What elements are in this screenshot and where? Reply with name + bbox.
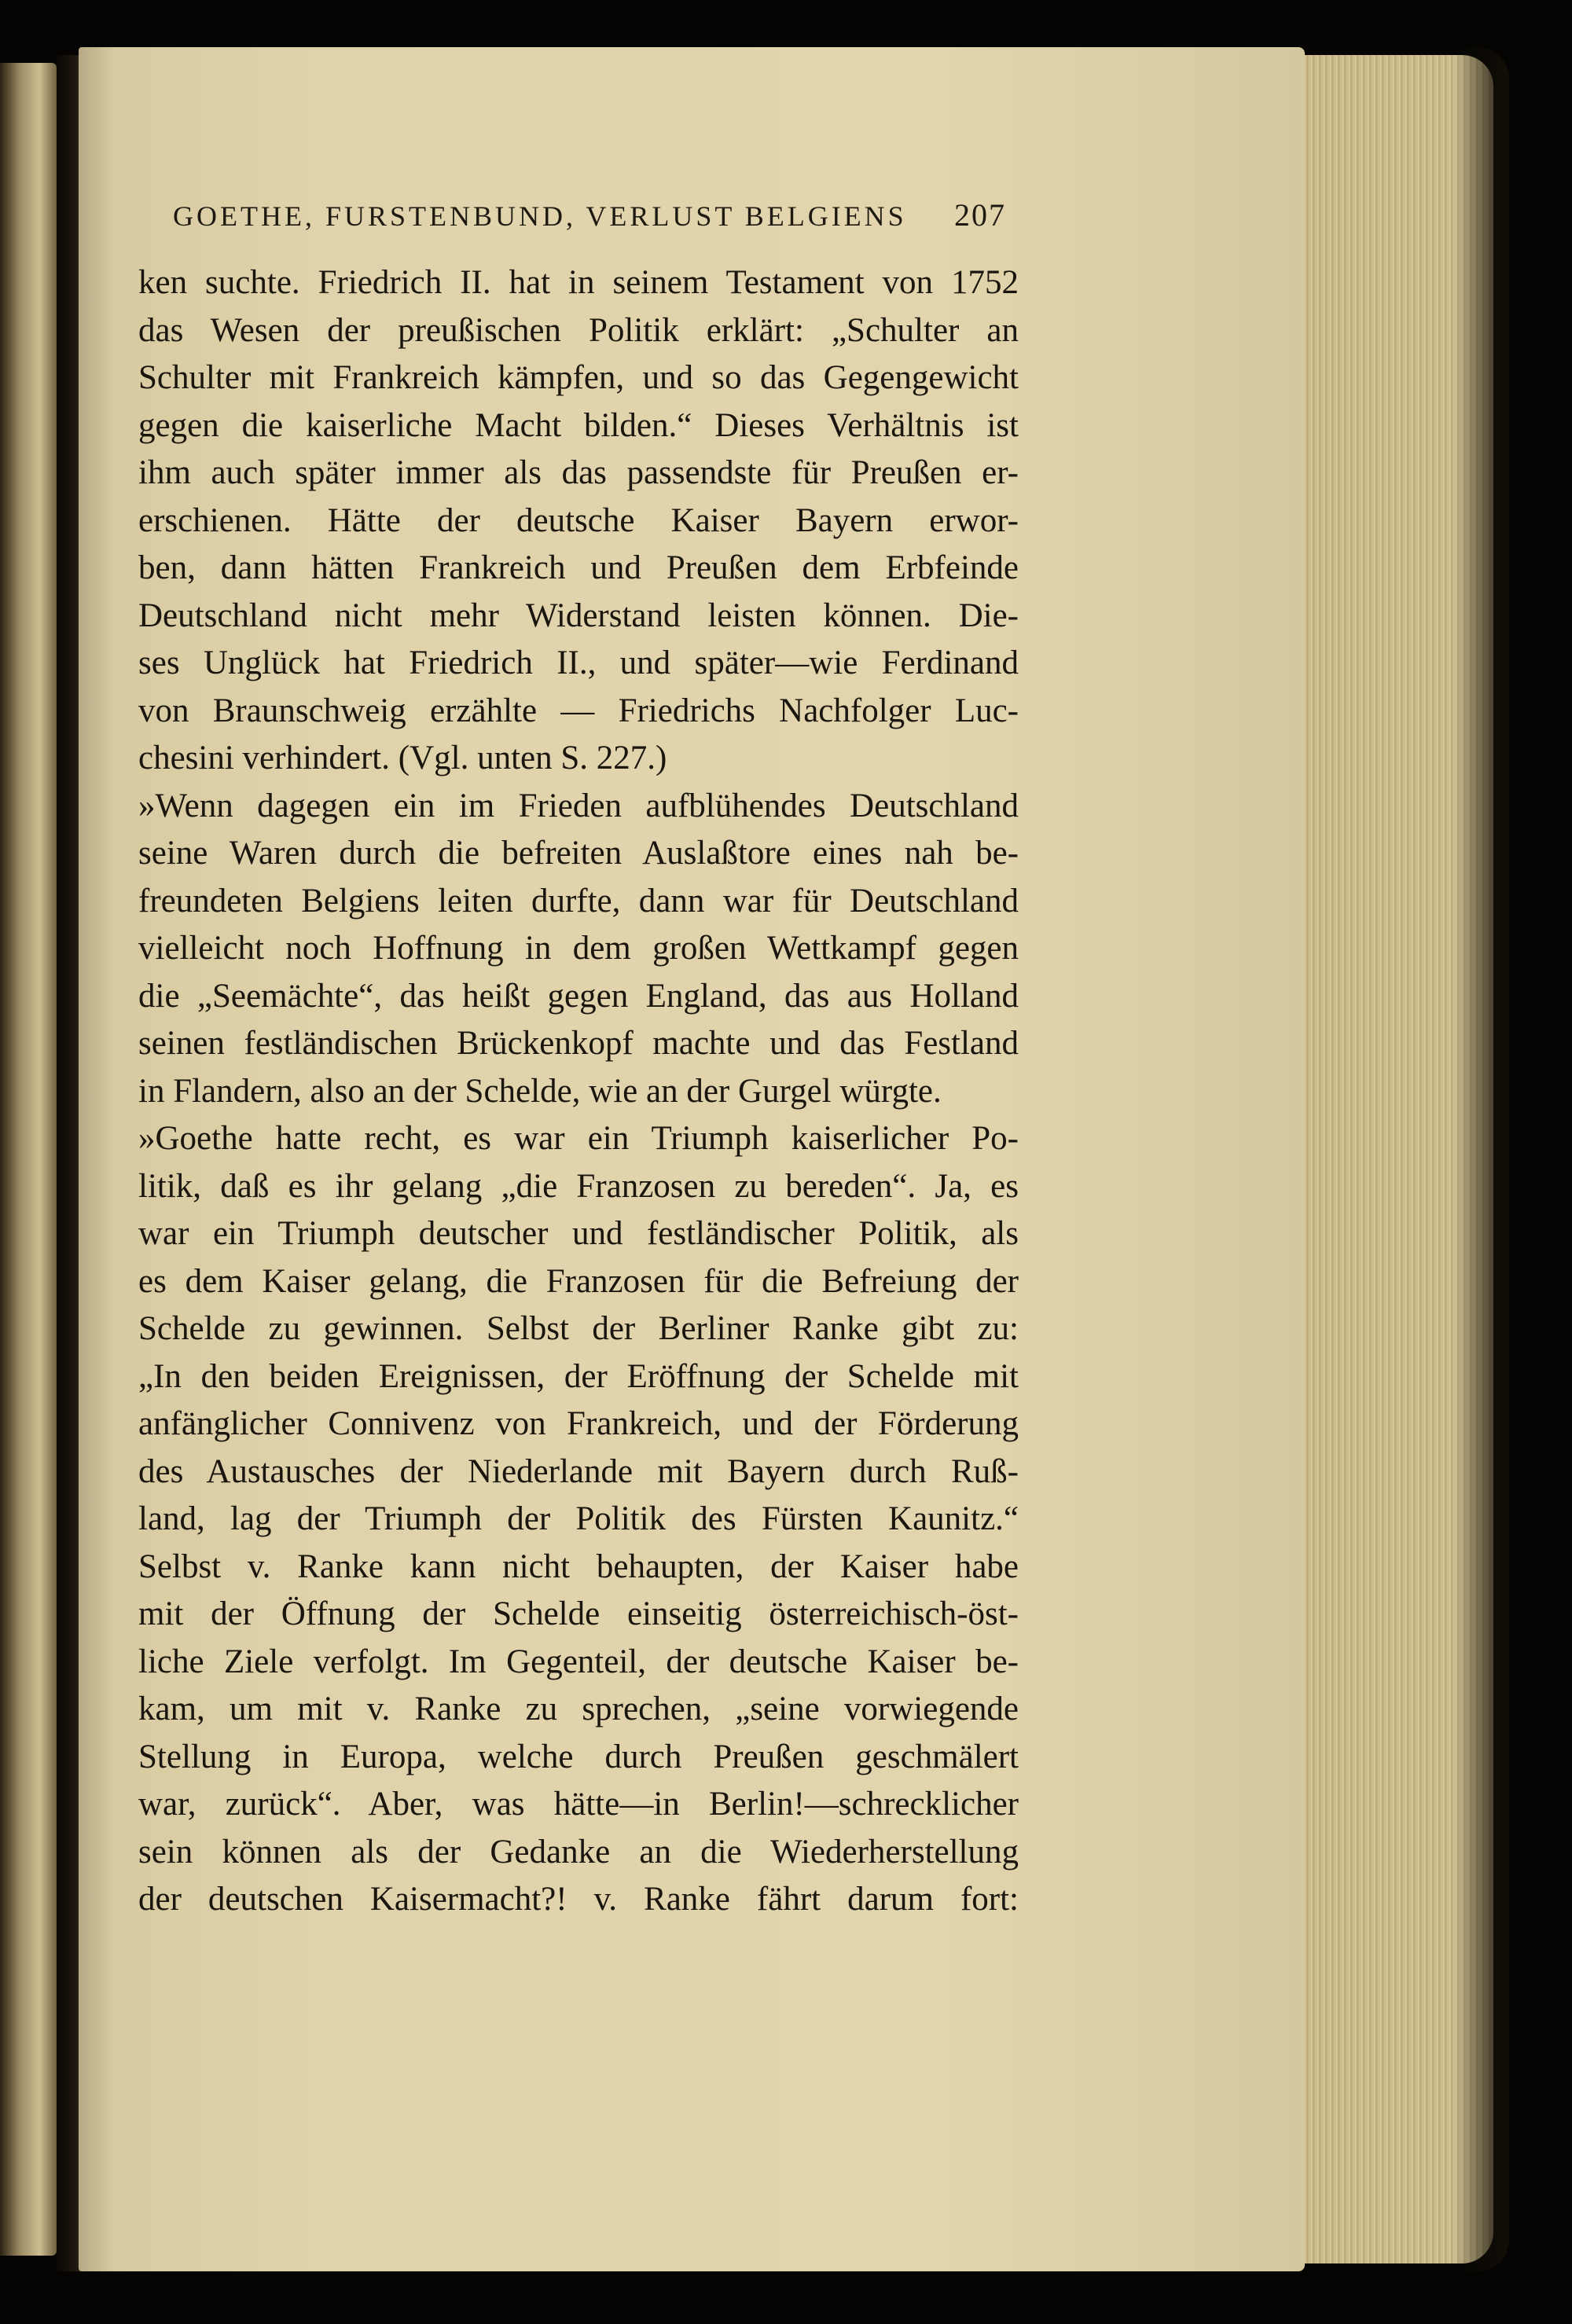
text-line: »Goethe hatte recht, es war ein Triumph kaiserlicher Po- xyxy=(138,1120,1019,1157)
text-line: land, lag der Triumph der Politik des Fürsten Kaunitz.“ xyxy=(138,1500,1019,1537)
text-line: ben, dann hätten Frankreich und Preußen dem Erbfeinde xyxy=(138,549,1019,586)
text-line: war, zurück“. Aber, was hätte—in Berlin!—schrecklicher xyxy=(138,1786,1019,1823)
text-line: Selbst v. Ranke kann nicht behaupten, der Kaiser habe xyxy=(138,1547,1019,1585)
text-line: „In den beiden Ereignissen, der Eröffnung der Schelde mit xyxy=(138,1357,1019,1395)
text-line: kam, um mit v. Ranke zu sprechen, „seine vorwiegende xyxy=(138,1691,1019,1727)
text-line: von Braunschweig erzählte — Friedrichs Nachfolger Luc- xyxy=(138,692,1019,729)
text-line: das Wesen der preußischen Politik erklärt: „Schulter an xyxy=(138,311,1019,349)
text-line: Schelde zu gewinnen. Selbst der Berliner Ranke gibt zu: xyxy=(138,1310,1019,1347)
text-line: seine Waren durch die befreiten Auslaßtore eines nah be- xyxy=(138,835,1019,872)
text-line: die „Seemächte“, das heißt gegen England, das aus Holland xyxy=(138,977,1019,1015)
text-line: »Wenn dagegen ein im Frieden aufblühendes Deutschland xyxy=(138,787,1019,824)
text-line: seinen festländischen Brückenkopf machte und das Festland xyxy=(138,1025,1019,1062)
text-line: mit der Öffnung der Schelde einseitig österreichisch-öst- xyxy=(138,1595,1019,1632)
text-line: Schulter mit Frankreich kämpfen, und so das Gegengewicht xyxy=(138,359,1019,396)
text-line: liche Ziele verfolgt. Im Gegenteil, der deutsche Kaiser be- xyxy=(138,1643,1019,1680)
text-line: ihm auch später immer als das passendste für Preußen er- xyxy=(138,454,1019,491)
text-line: erschienen. Hätte der deutsche Kaiser Bayern erwor- xyxy=(138,501,1019,539)
text-line: Stellung in Europa, welche durch Preußen geschmälert xyxy=(138,1738,1019,1775)
text-line: war ein Triumph deutscher und festländischer Politik, als xyxy=(138,1215,1019,1252)
text-line: chesini verhindert. (Vgl. unten S. 227.) xyxy=(138,740,667,777)
text-line: der deutschen Kaisermacht?! v. Ranke fährt darum fort: xyxy=(138,1881,1019,1918)
text-line: vielleicht noch Hoffnung in dem großen Wettkampf gegen xyxy=(138,930,1019,967)
text-line: des Austausches der Niederlande mit Bayern durch Ruß- xyxy=(138,1452,1019,1490)
running-head-title: GOETHE, FURSTENBUND, VERLUST BELGIENS xyxy=(173,200,907,232)
text-line: ken suchte. Friedrich II. hat in seinem Testament von 1752 xyxy=(138,264,1019,301)
text-line: in Flandern, also an der Schelde, wie an der Gurgel würgte. xyxy=(138,1072,942,1110)
text-line: anfänglicher Connivenz von Frankreich, und der Förderung xyxy=(138,1405,1019,1442)
text-line: freundeten Belgiens leiten durfte, dann war für Deutschland xyxy=(138,882,1019,920)
page-block-shadow xyxy=(1454,47,1509,2271)
text-line: es dem Kaiser gelang, die Franzosen für die Befreiung der xyxy=(138,1262,1019,1300)
text-line: Deutschland nicht mehr Widerstand leisten können. Die- xyxy=(138,597,1019,634)
text-line: gegen die kaiserliche Macht bilden.“ Dieses Verhältnis ist xyxy=(138,406,1019,444)
running-head xyxy=(173,196,1006,233)
page-number: 207 xyxy=(954,197,1006,233)
text-line: ses Unglück hat Friedrich II., und später—wie Ferdinand xyxy=(138,644,1019,681)
facing-page-edge xyxy=(0,63,57,2256)
text-line: litik, daß es ihr gelang „die Franzosen zu bereden“. Ja, es xyxy=(138,1167,1019,1205)
text-line: sein können als der Gedanke an die Wiederherstellung xyxy=(138,1833,1019,1871)
body-text xyxy=(138,259,1019,1924)
